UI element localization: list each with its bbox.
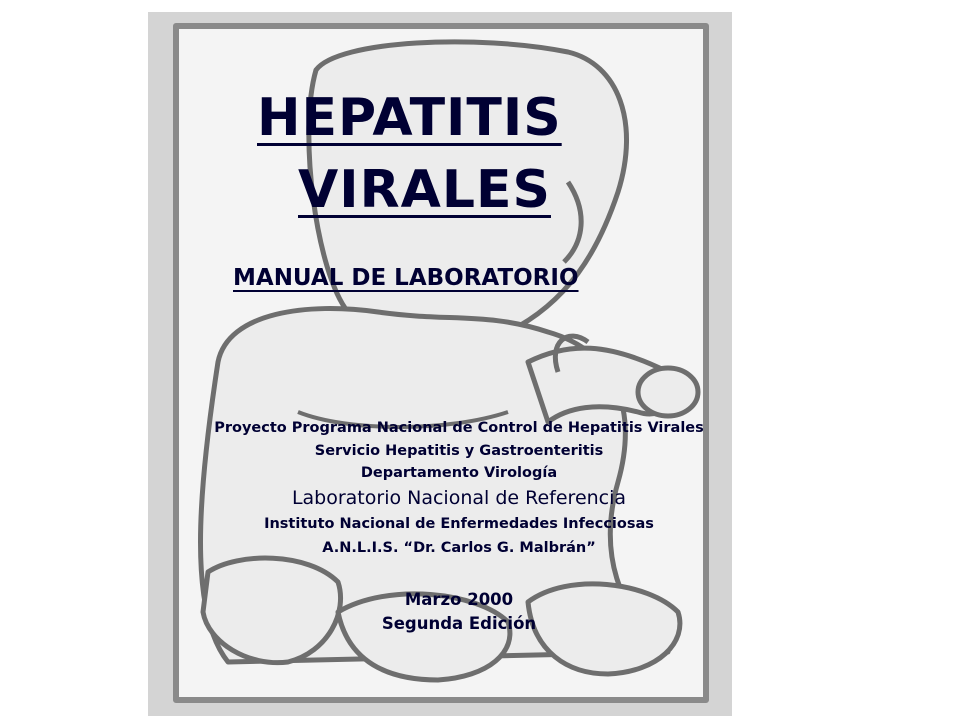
subtitle: MANUAL DE LABORATORIO: [233, 265, 579, 291]
department-line: Departamento Virología: [360, 465, 558, 481]
title-line-2: VIRALES: [298, 160, 551, 220]
institute-line: Instituto Nacional de Enfermedades Infecciosas: [264, 516, 654, 532]
cover-illustration: [148, 12, 732, 716]
date-line: Marzo 2000: [404, 590, 514, 609]
title-line-1: HEPATITIS: [257, 88, 562, 148]
project-line: Proyecto Programa Nacional de Control de Hepatitis Virales: [214, 420, 704, 436]
seated-figure-illustration: [148, 12, 732, 716]
edition-line: Segunda Edición: [381, 614, 537, 633]
laboratory-line: Laboratorio Nacional de Referencia: [291, 487, 627, 509]
service-line: Servicio Hepatitis y Gastroenteritis: [314, 443, 604, 459]
anlis-line: A.N.L.I.S. “Dr. Carlos G. Malbrán”: [322, 540, 596, 556]
